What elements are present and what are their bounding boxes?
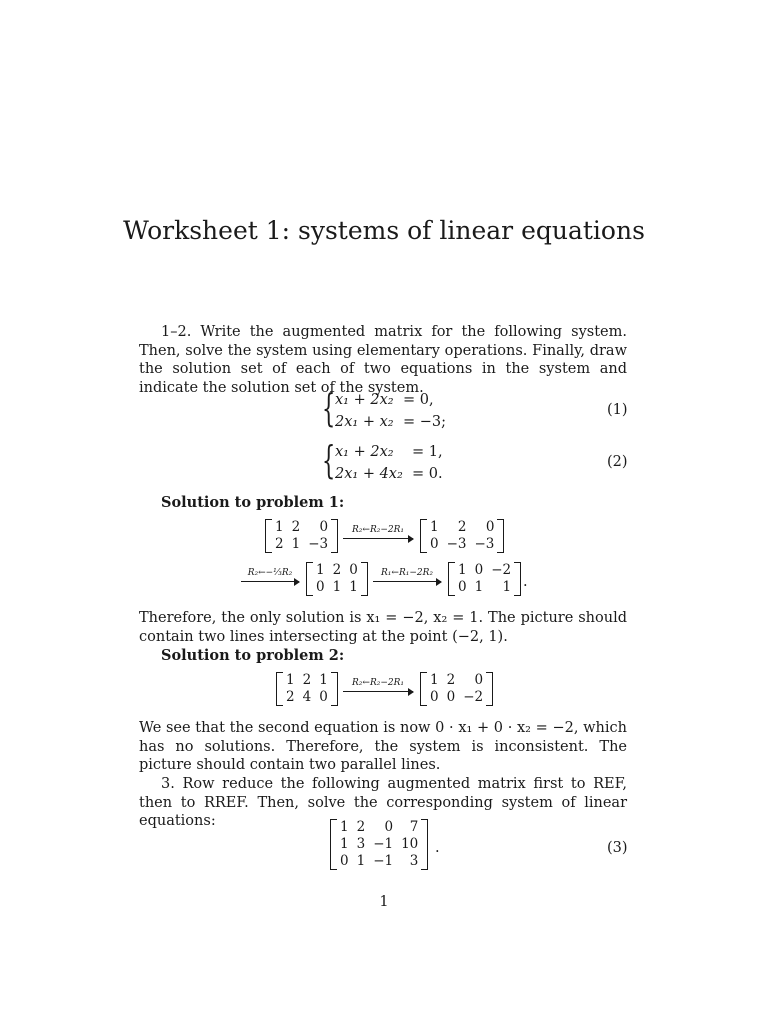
- equation-number-2: (2): [607, 454, 628, 470]
- solution-1-conclusion: Therefore, the only solution is x₁ = −2, x₂ = 1. The picture should contain two lines intersecting at the point (−2, 1).: [139, 610, 627, 645]
- problem-3-statement: 3. Row reduce the following augmented matrix first to REF, then to RREF. Then, solve the corresponding system of linear equations:: [139, 776, 627, 829]
- problem-3-matrix: 1 2 0 7 1 3 −1 10 0 1 −1 3: [330, 819, 428, 870]
- solution-2-operation-1: R₂←R₂−2R₁: [343, 678, 413, 692]
- system-2-row-1-lhs: x₁ + 2x₂: [335, 444, 394, 460]
- solution-1-operation-3: R₁←R₁−2R₂: [373, 568, 441, 582]
- solution-1-operation-2: R₂←−⅓R₂: [241, 568, 299, 582]
- solution-1-period: .: [523, 574, 528, 590]
- arrow-right-icon: [343, 691, 413, 692]
- solution-2-conclusion: We see that the second equation is now 0 · x₁ + 0 · x₂ = −2, which has no solutions. Therefore, the system is inconsistent. The picture should contain two parallel lines.: [139, 720, 627, 773]
- problem-3-period: .: [435, 840, 440, 856]
- system-2-brace: {: [322, 438, 336, 482]
- arrow-right-icon: [241, 581, 299, 582]
- solution-1-operation-1: R₂←R₂−2R₁: [343, 525, 413, 539]
- system-1-row-2-rhs: = −3;: [403, 414, 447, 430]
- system-1-brace: {: [322, 386, 336, 430]
- solution-1-matrix-3: 1 2 0 0 1 1: [306, 562, 368, 596]
- problem-1-2-statement: 1–2. Write the augmented matrix for the following system. Then, solve the system using elementary operations. Finally, draw the solution set of each of two equations in the system and indicate the solution set of the system.: [139, 324, 627, 396]
- solution-1-matrix-4: 1 0 −2 0 1 1: [448, 562, 521, 596]
- equation-number-1: (1): [607, 402, 628, 418]
- page-number: 1: [379, 894, 389, 910]
- system-2-row-2-lhs: 2x₁ + 4x₂: [335, 466, 403, 482]
- system-1-row-1-rhs: = 0,: [403, 392, 434, 408]
- system-1-row-1-lhs: x₁ + 2x₂: [335, 392, 394, 408]
- system-1-row-2-lhs: 2x₁ + x₂: [335, 414, 394, 430]
- page-title: Worksheet 1: systems of linear equations: [123, 216, 645, 245]
- system-2-row-2-rhs: = 0.: [412, 466, 443, 482]
- solution-2-heading: Solution to problem 2:: [161, 647, 345, 664]
- solution-1-matrix-1: 1 2 0 2 1 −3: [265, 519, 338, 553]
- system-2-row-1-rhs: = 1,: [412, 444, 443, 460]
- solution-2-matrix-2: 1 2 0 0 0 −2: [420, 672, 493, 706]
- solution-1-heading: Solution to problem 1:: [161, 494, 345, 511]
- solution-1-matrix-2: 1 2 0 0 −3 −3: [420, 519, 504, 553]
- arrow-right-icon: [343, 538, 413, 539]
- arrow-right-icon: [373, 581, 441, 582]
- solution-2-matrix-1: 1 2 1 2 4 0: [276, 672, 338, 706]
- equation-number-3: (3): [607, 840, 628, 856]
